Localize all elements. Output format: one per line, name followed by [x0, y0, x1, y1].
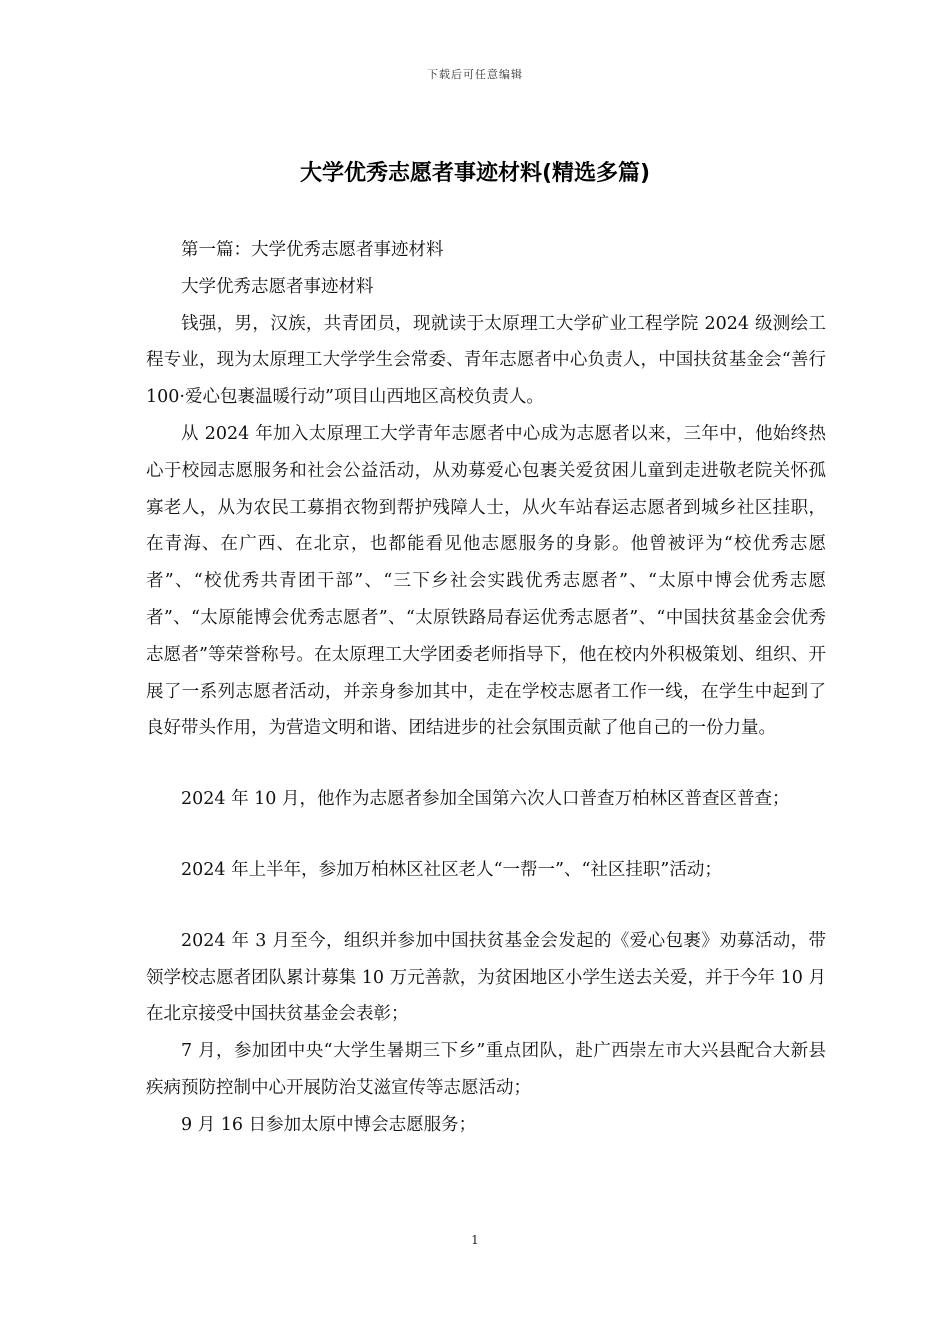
paragraph-census: 2024 年 10 月，他作为志愿者参加全国第六次人口普查万柏林区普查区普查；: [181, 789, 790, 810]
paragraph-community: 2024 年上半年，参加万柏林区社区老人“一帮一”、“社区挂职”活动；: [181, 859, 722, 880]
section-heading: 第一篇：大学优秀志愿者事迹材料: [181, 240, 444, 260]
paragraph-summary: 从 2024 年加入太原理工大学青年志愿者中心成为志愿者以来，三年中，他始终热心于校园志愿服务和社会公益活动，从劝募爱心包裹关爱贫困儿童到走进敬老院关怀孤寡老人，从为农民工募捐衣物到帮护残障人士，从火车站春运志愿者到城乡社区挂职，在青海、在广西、在北京，也都能看见他志愿服务的身影。他曾被评为“校优秀志愿者”、“校优秀共青团干部”、“三下乡社会实践优秀志愿者”、“太原中博会优秀志愿者”、“太原能博会优秀志愿者”、“太原铁路局春运优秀志愿者”、“中国扶贫基金会优秀志愿者”等荣誉称号。在太原理工大学团委老师指导下，他在校内外积极策划、组织、开展了一系列志愿者活动，并亲身参加其中，走在学校志愿者工作一线，在学生中起到了良好带头作用，为营造文明和谐、团结进步的社会氛围贡献了他自己的一份力量。: [146, 423, 826, 739]
paragraph-intro: 钱强，男，汉族，共青团员，现就读于太原理工大学矿业工程学院 2024 级测绘工程专业，现为太原理工大学学生会常委、青年志愿者中心负责人，中国扶贫基金会“善行 100·爱心包裹温暖行动”项目山西地区高校负责人。: [146, 313, 826, 408]
header-note: 下载后可任意编辑: [427, 68, 523, 81]
paragraph-spacer: [146, 747, 826, 781]
document-body: [146, 232, 826, 1144]
document-title: 大学优秀志愿者事迹材料(精选多篇): [299, 161, 651, 186]
page-number: 1: [471, 1233, 479, 1247]
paragraph-spacer: [146, 889, 826, 923]
paragraph-spacer: [146, 818, 826, 852]
subsection-heading: 大学优秀志愿者事迹材料: [181, 276, 374, 297]
paragraph-summer-team: 7 月，参加团中央“大学生暑期三下乡”重点团队，赴广西崇左市大兴县配合大新县疾病预防控制中心开展防治艾滋宣传等志愿活动；: [146, 1041, 826, 1098]
paragraph-expo: 9 月 16 日参加太原中博会志愿服务；: [181, 1114, 477, 1135]
paragraph-charity: 2024 年 3 月至今，组织并参加中国扶贫基金会发起的《爱心包裹》劝募活动，带领学校志愿者团队累计募集 10 万元善款，为贫困地区小学生送去关爱，并于今年 10 月在北京接受中国扶贫基金会表彰；: [146, 930, 826, 1025]
